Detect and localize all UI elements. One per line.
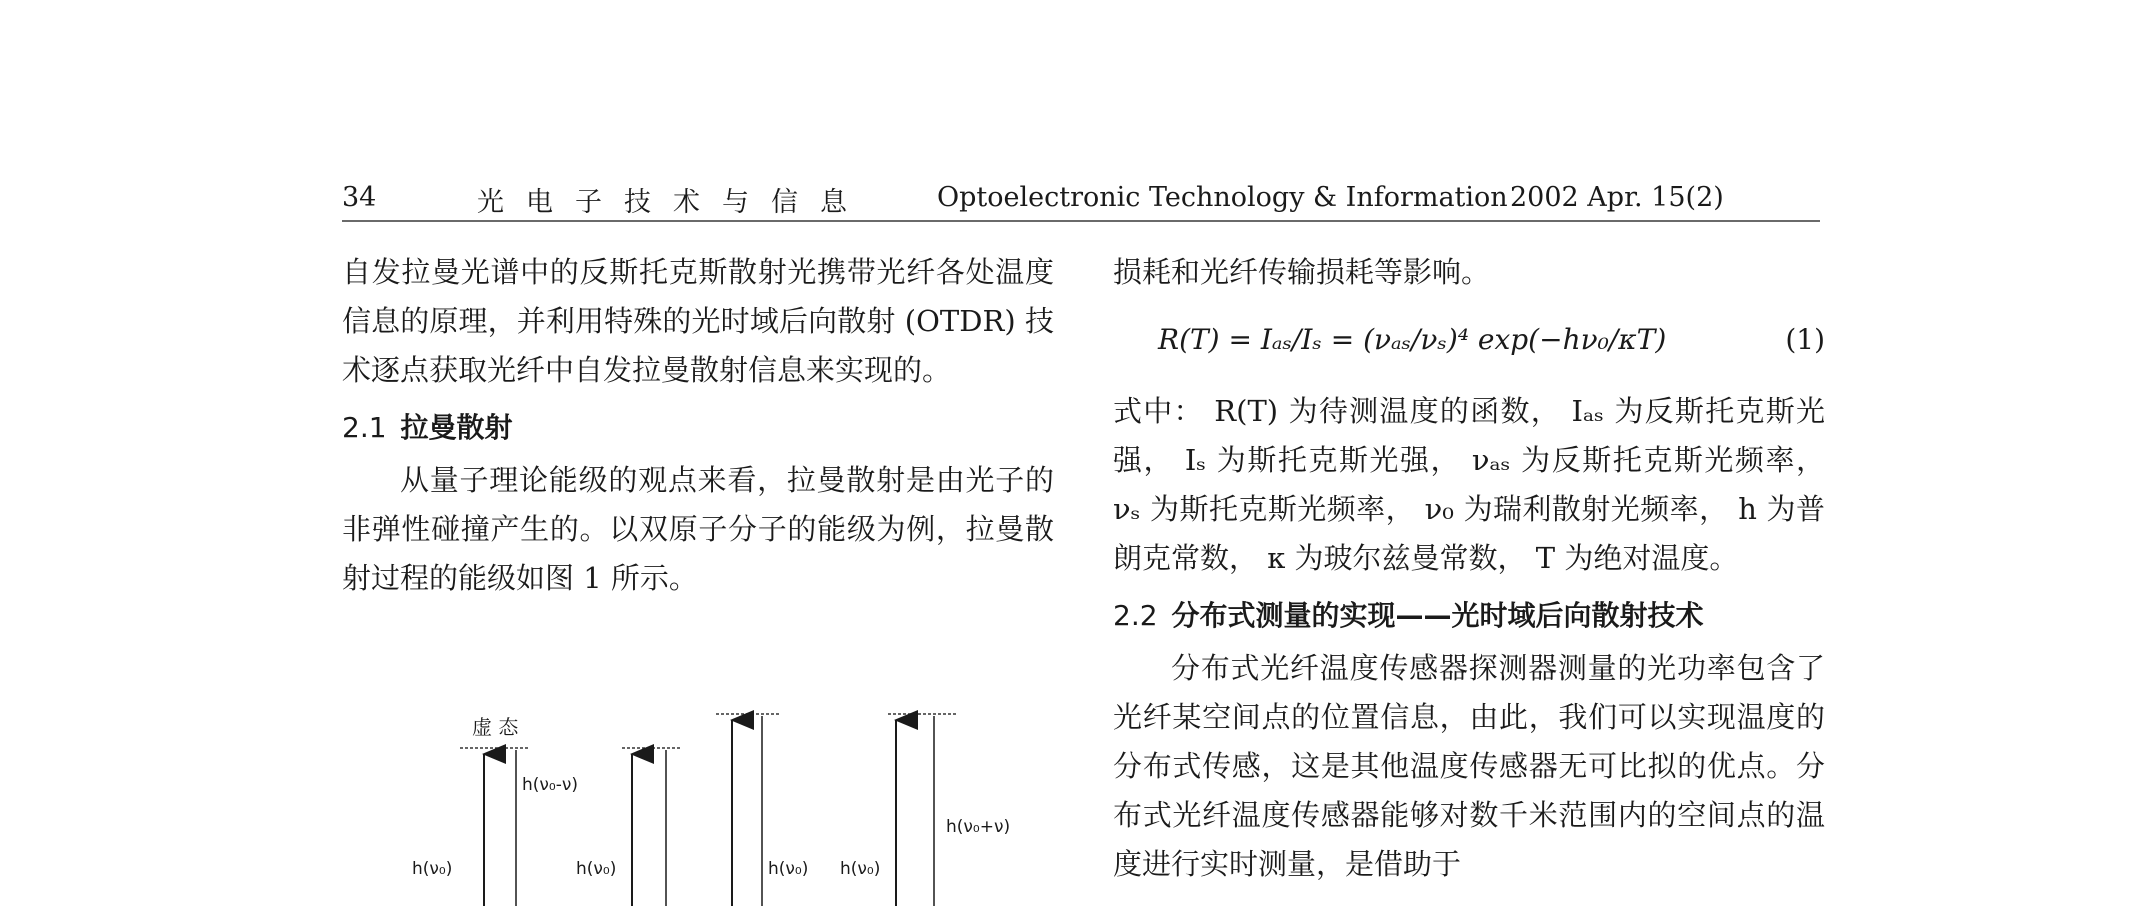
incident-energy-label-2: h(ν₀) xyxy=(576,859,617,879)
equation-1 xyxy=(1113,305,1825,375)
journal-title-cn: 光电子技术与信息 xyxy=(477,187,869,218)
header-rule xyxy=(342,220,1820,222)
section-number: 2.2 xyxy=(1113,599,1158,632)
section-title: 拉曼散射 xyxy=(400,411,513,444)
left-column xyxy=(342,248,1054,603)
otdr-paragraph: 分布式光纤温度传感器探测器测量的光功率包含了光纤某空间点的位置信息，由此，我们可以实现温度的分布式传感，这是其他温度传感器无可比拟的优点。分布式光纤温度传感器能够对数千米范围内的空间点的温度进行实时测量，是借助于 xyxy=(1113,651,1825,881)
journal-issue: 2002 Apr. 15(2) xyxy=(1510,182,1724,213)
section-heading-2-2 xyxy=(1113,591,1825,640)
raman-paragraph: 从量子理论能级的观点来看，拉曼散射是由光子的非弹性碰撞产生的。以双原子分子的能级为例，拉曼散射过程的能级如图 1 所示。 xyxy=(342,463,1054,595)
incident-energy-label-4: h(ν₀) xyxy=(840,859,881,879)
definitions-paragraph: 式中： R(T) 为待测温度的函数， Iₐₛ 为反斯托克斯光强， Iₛ 为斯托克斯光强， νₐₛ 为反斯托克斯光频率， νₛ 为斯托克斯光频率， ν₀ 为瑞利散射光频率， h 为普朗克常数， κ 为玻尔兹曼常数， T 为绝对温度。 xyxy=(1113,394,1825,575)
page-number: 34 xyxy=(342,182,377,213)
equation-body: R(T) = Iₐₛ/Iₛ = (νₐₛ/νₛ)⁴ exp(−hν₀/κT) xyxy=(1158,323,1667,356)
right-column xyxy=(1113,248,1825,889)
energy-level-diagram xyxy=(400,696,1060,906)
anti-stokes-energy-label: h(ν₀+ν) xyxy=(946,817,1011,837)
section-number: 2.1 xyxy=(342,411,387,444)
incident-energy-label-1: h(ν₀) xyxy=(412,859,453,879)
energy-level-figure xyxy=(400,696,1060,906)
section-title: 分布式测量的实现——光时域后向散射技术 xyxy=(1171,599,1704,632)
section-heading-2-1 xyxy=(342,403,1054,452)
continuation-paragraph: 损耗和光纤传输损耗等影响。 xyxy=(1113,255,1491,289)
journal-title-en: Optoelectronic Technology & Information xyxy=(937,182,1508,213)
stokes-energy-label: h(ν₀-ν) xyxy=(522,775,578,795)
virtual-state-label: 虚 态 xyxy=(472,715,519,739)
running-header xyxy=(342,176,1822,220)
incident-energy-label-3: h(ν₀) xyxy=(768,859,809,879)
equation-number: (1) xyxy=(1785,323,1825,356)
intro-paragraph: 自发拉曼光谱中的反斯托克斯散射光携带光纤各处温度信息的原理，并利用特殊的光时域后向散射 (OTDR) 技术逐点获取光纤中自发拉曼散射信息来实现的。 xyxy=(342,255,1054,387)
